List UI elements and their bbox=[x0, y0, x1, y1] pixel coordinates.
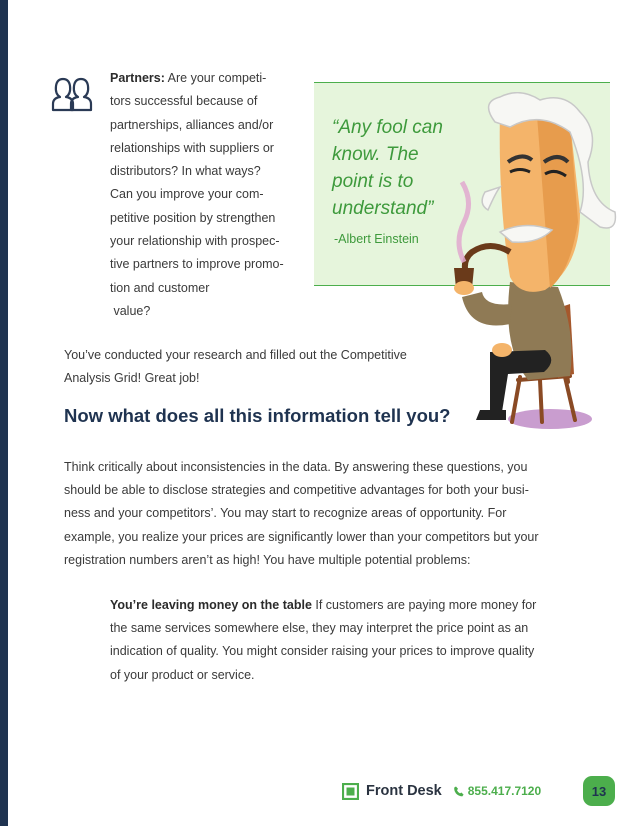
problem-line: If customers are paying more money for bbox=[311, 598, 537, 612]
problem-line: the same services somewhere else, they may interpret the price point as an bbox=[110, 621, 529, 636]
partners-line: Are your competi- bbox=[164, 71, 267, 85]
intro-line: Analysis Grid! Great job! bbox=[64, 371, 200, 385]
footer-brand bbox=[342, 780, 541, 802]
body-line: Think critically about inconsistencies in the data. By answering these questions, you bbox=[64, 460, 528, 474]
partners-label: Partners: bbox=[110, 71, 165, 85]
intro-paragraph bbox=[64, 344, 464, 390]
body-line: example, you realize your prices are significantly lower than your competitors but your bbox=[64, 529, 539, 544]
body-paragraph bbox=[64, 456, 584, 572]
section-heading: Now what does all this information tell you? bbox=[64, 405, 451, 426]
brand-name: Front Desk bbox=[366, 783, 442, 799]
phone-link[interactable] bbox=[454, 784, 541, 798]
phone-icon bbox=[454, 786, 464, 797]
problem-line: indication of quality. You might consider raising your prices to improve quality bbox=[110, 644, 535, 659]
phone-number: 855.417.7120 bbox=[467, 784, 542, 798]
left-sidebar-bar bbox=[0, 0, 8, 826]
problem-paragraph bbox=[110, 594, 580, 687]
problem-line: of your product or service. bbox=[110, 667, 255, 682]
partners-line: tion and customer bbox=[110, 280, 210, 295]
partners-line: value? bbox=[110, 303, 151, 318]
quote-line: “Any fool can bbox=[332, 117, 443, 138]
partners-line: petitive position by strengthen bbox=[110, 210, 276, 225]
quote-line: know. The bbox=[332, 144, 419, 165]
partners-paragraph bbox=[110, 67, 300, 323]
front-desk-logo-icon bbox=[342, 783, 359, 800]
body-line: registration numbers aren’t as high! You have multiple potential problems: bbox=[64, 552, 471, 567]
partners-icon bbox=[50, 76, 94, 112]
partners-line: distributors? In what ways? bbox=[110, 164, 261, 179]
problem-title: You’re leaving money on the table bbox=[110, 598, 312, 612]
page-number: 13 bbox=[583, 776, 615, 806]
partners-line: tive partners to improve promo- bbox=[110, 257, 284, 272]
partners-line: your relationship with prospec- bbox=[110, 234, 280, 249]
body-line: should be able to disclose strategies and competitive advantages for both your busi- bbox=[64, 483, 529, 498]
body-line: ness and your competitors’. You may start to recognize areas of opportunity. For bbox=[64, 506, 507, 521]
einstein-illustration bbox=[440, 92, 620, 437]
quote-line: understand” bbox=[332, 198, 434, 219]
partners-line: relationships with suppliers or bbox=[110, 140, 274, 155]
intro-line: You’ve conducted your research and filled out the Competitive bbox=[64, 348, 407, 362]
partners-line: Can you improve your com- bbox=[110, 187, 264, 202]
partners-line: tors successful because of bbox=[110, 94, 258, 109]
quote-line: point is to bbox=[332, 171, 414, 192]
quote-author: -Albert Einstein bbox=[334, 232, 419, 246]
partners-line: partnerships, alliances and/or bbox=[110, 117, 274, 132]
